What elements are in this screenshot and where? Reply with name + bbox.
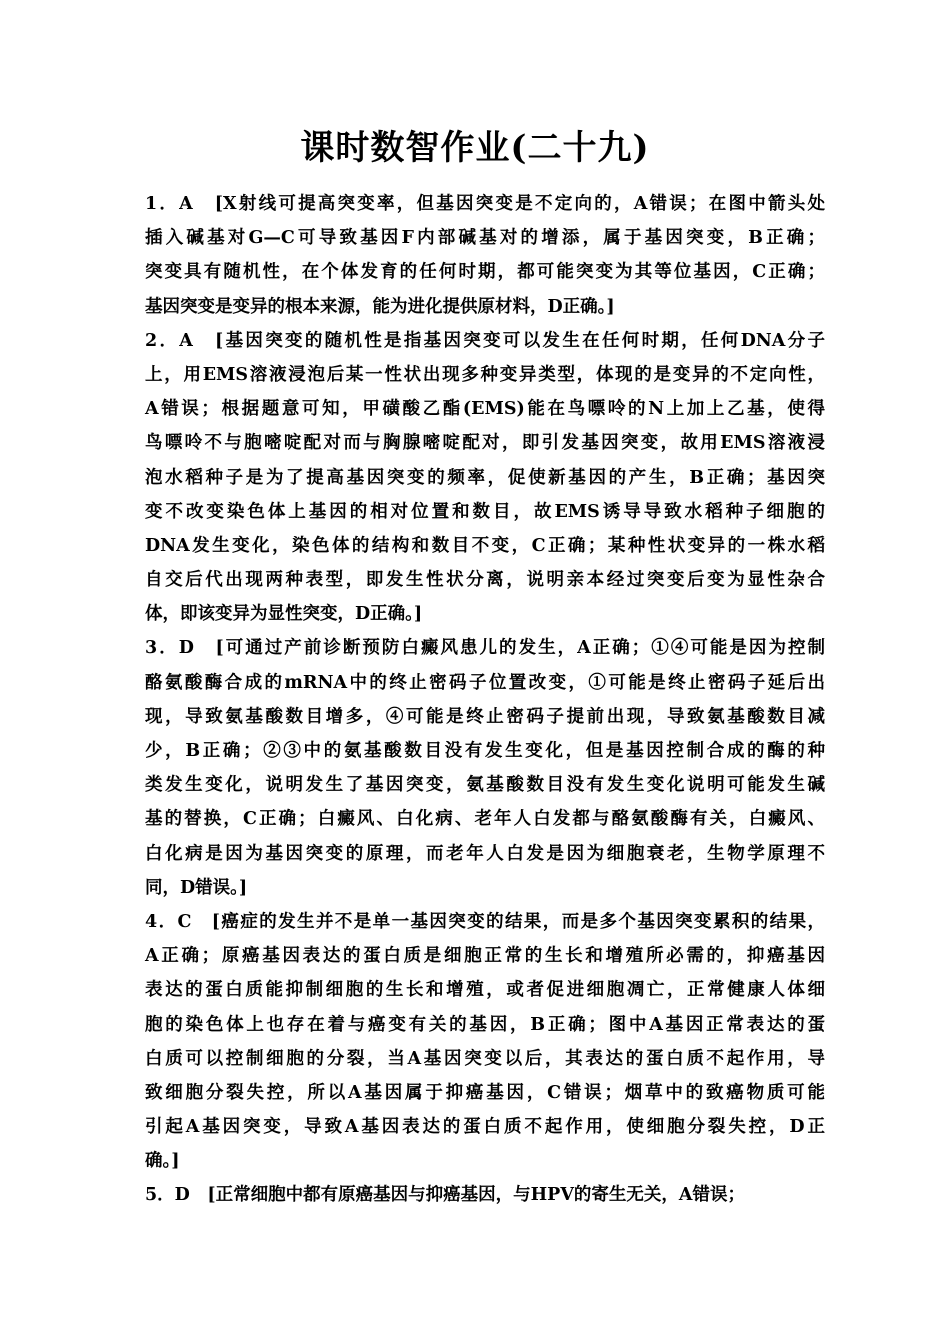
- text-line: 变不改变染色体上基因的相对位置和数目，故EMS诱导导致水稻种子细胞的: [145, 501, 825, 522]
- text-line: 1．A [X射线可提高突变率，但基因突变是不定向的，A错误；在图中箭头处: [145, 194, 825, 214]
- text-line: 3．D [可通过产前诊断预防白癜风患儿的发生，A正确；①④可能是因为控制: [145, 638, 825, 659]
- text-line: 突变具有随机性，在个体发育的任何时期，都可能突变为其等位基因，C正确；: [145, 262, 825, 283]
- text-line: 胞的染色体上也存在着与癌变有关的基因，B正确；图中A基因正常表达的蛋: [145, 1014, 825, 1035]
- text-line: 2．A [基因突变的随机性是指基因突变可以发生在任何时期，任何DNA分子: [145, 330, 825, 351]
- text-line: 上，用EMS溶液浸泡后某一性状出现多种变异类型，体现的是变异的不定向性，: [145, 364, 825, 385]
- text-line: 确。]: [145, 1151, 180, 1172]
- text-line: 酪氨酸酶合成的mRNA中的终止密码子位置改变，①可能是终止密码子延后出: [145, 672, 825, 693]
- text-line: 5．D [正常细胞中都有原癌基因与抑癌基因，与HPV的寄生无关，A错误；: [145, 1185, 745, 1206]
- text-line: DNA发生变化，染色体的结构和数目不变，C正确；某种性状变异的一株水稻: [145, 535, 825, 556]
- text-line: 现，导致氨基酸数目增多，④可能是终止密码子提前出现，导致氨基酸数目减: [145, 706, 825, 727]
- text-line: 体，即该变异为显性突变，D正确。]: [145, 604, 423, 625]
- text-line: 基的替换，C正确；白癜风、白化病、老年人白发都与酪氨酸酶有关，白癜风、: [145, 809, 825, 830]
- text-line: 引起A基因突变，导致A基因表达的蛋白质不起作用，使细胞分裂失控，D正: [145, 1117, 825, 1138]
- text-line: 表达的蛋白质能抑制细胞的生长和增殖，或者促进细胞凋亡，正常健康人体细: [145, 980, 825, 1001]
- text-line: 白化病是因为基因突变的原理，而老年人白发是因为细胞衰老，生物学原理不: [145, 843, 825, 864]
- text-line: 白质可以控制细胞的分裂，当A基因突变以后，其表达的蛋白质不起作用，导: [145, 1048, 825, 1069]
- text-line: 类发生变化，说明发生了基因突变，氨基酸数目没有发生变化说明可能发生碱: [145, 775, 825, 796]
- text-line: A错误；根据题意可知，甲磺酸乙酯(EMS)能在鸟嘌呤的N上加上乙基，使得: [145, 399, 825, 420]
- text-line: 致细胞分裂失控，所以A基因属于抑癌基因，C错误；烟草中的致癌物质可能: [145, 1082, 825, 1103]
- text-line: 少，B正确；②③中的氨基酸数目没有发生变化，但是基因控制合成的酶的种: [145, 741, 825, 761]
- text-line: 同，D错误。]: [145, 877, 248, 898]
- document-title: 课时数智作业(二十九): [300, 128, 650, 168]
- text-line: 鸟嘌呤不与胞嘧啶配对而与胸腺嘧啶配对，即引发基因突变，故用EMS溶液浸: [145, 433, 825, 454]
- text-line: 插入碱基对G—C可导致基因F内部碱基对的增添，属于基因突变，B正确；: [145, 228, 825, 249]
- text-line: A正确；原癌基因表达的蛋白质是细胞正常的生长和增殖所必需的，抑癌基因: [145, 946, 825, 967]
- text-line: 泡水稻种子是为了提高基因突变的频率，促使新基因的产生，B正确；基因突: [145, 467, 825, 488]
- text-line: 4．C [癌症的发生并不是单一基因突变的结果，而是多个基因突变累积的结果，: [145, 911, 825, 932]
- text-line: 自交后代出现两种表型，即发生性状分离，说明亲本经过突变后变为显性杂合: [145, 570, 825, 591]
- answer-text-body: [145, 187, 825, 1213]
- text-line: 基因突变是变异的根本来源，能为进化提供原材料，D正确。]: [145, 296, 615, 317]
